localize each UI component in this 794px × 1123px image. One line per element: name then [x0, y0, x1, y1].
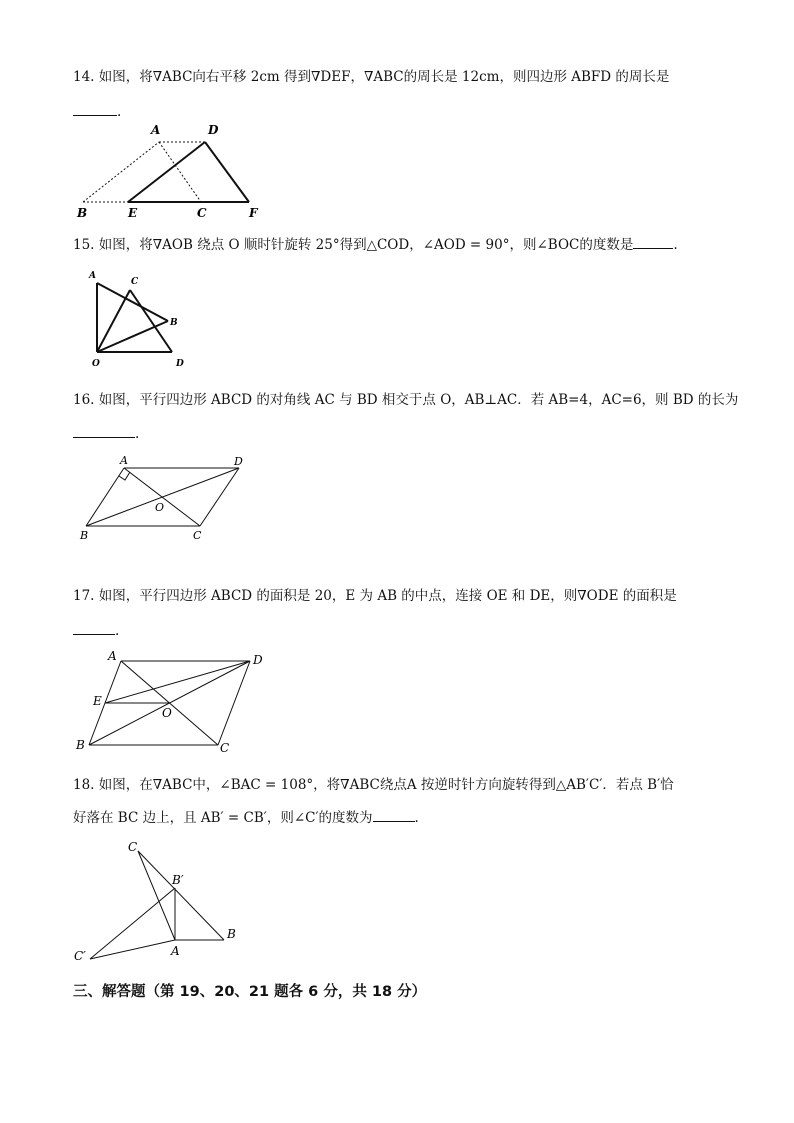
q15-text-line1 — [73, 234, 678, 254]
q18-figure — [72, 838, 252, 963]
q16-label-d: D — [234, 455, 243, 468]
q16-label-b: B — [80, 529, 89, 542]
q17-label-e: E — [93, 694, 102, 708]
q15-label-o: O — [92, 359, 100, 369]
q17-label-d: D — [253, 653, 263, 667]
q18-question-cont: 好落在 BC 边上，且 AB′ = CB′，则∠C′的度数为 — [73, 810, 373, 826]
q17-label-b: B — [76, 738, 85, 752]
q15-answer-blank[interactable] — [633, 234, 673, 249]
q14-label-d: D — [208, 123, 219, 137]
q16-figure — [73, 450, 273, 545]
q16-label-o: O — [155, 501, 165, 514]
q14-text-line1: 14. 如图，将∇ABC向右平移 2cm 得到∇DEF，∇ABC的周长是 12cm，则四边形 ABFD 的周长是 — [73, 69, 670, 85]
q15-question: 15. 如图，将∇AOB 绕点 O 顺时针旋转 25°得到△COD，∠AOD = 90°，则∠BOC的度数是 — [73, 237, 634, 253]
q18-label-c: C — [128, 840, 138, 854]
q18-label-b-prime: B′ — [172, 873, 184, 887]
q17-label-o: O — [162, 706, 172, 720]
q14-label-e: E — [128, 206, 138, 220]
q16-label-c: C — [193, 529, 202, 542]
q16-period: . — [135, 426, 140, 442]
q17-figure — [73, 645, 283, 755]
q18-text-line1: 18. 如图，在∇ABC中，∠BAC = 108°，将∇ABC绕点A 按逆时针方向旋转得到△AB′C′．若点 B′恰 — [73, 777, 674, 793]
q18-label-c-prime: C′ — [74, 949, 86, 963]
q17-answer-blank[interactable] — [73, 620, 115, 635]
q18-label-b: B — [227, 927, 236, 941]
section-3-heading: 三、解答题（第 19、20、21 题各 6 分，共 18 分） — [73, 984, 427, 1000]
q17-text-line1: 17. 如图，平行四边形 ABCD 的面积是 20，E 为 AB 的中点，连接 OE 和 DE，则∇ODE 的面积是 — [73, 588, 677, 604]
q17-label-a: A — [108, 649, 117, 663]
q14-text-line2 — [73, 101, 121, 121]
q15-label-a: A — [89, 271, 96, 281]
q14-label-f: F — [249, 206, 258, 220]
q15-period: . — [673, 237, 678, 253]
q14-period: . — [117, 104, 122, 120]
q16-text-line1: 16. 如图，平行四边形 ABCD 的对角线 AC 与 BD 相交于点 O，AB⊥AC．若 AB=4，AC=6，则 BD 的长为 — [73, 392, 739, 408]
q14-label-c: C — [197, 206, 207, 220]
q14-answer-blank[interactable] — [73, 101, 117, 116]
q16-label-a: A — [120, 454, 128, 467]
q18-period: . — [414, 810, 419, 826]
q17-period: . — [115, 623, 120, 639]
q14-label-b: B — [77, 206, 88, 220]
q18-text-line2 — [73, 807, 419, 827]
q15-label-d: D — [176, 359, 184, 369]
q15-label-b: B — [170, 318, 178, 328]
q14-label-a: A — [151, 123, 161, 137]
q17-text-line2 — [73, 620, 119, 640]
q15-label-c: C — [131, 277, 139, 287]
q16-answer-blank[interactable] — [73, 423, 135, 438]
q17-label-c: C — [220, 741, 230, 755]
q18-answer-blank[interactable] — [373, 807, 415, 822]
q16-text-line2 — [73, 423, 139, 443]
q18-label-a: A — [171, 944, 180, 958]
q15-figure — [80, 268, 200, 368]
q14-figure — [73, 120, 273, 220]
